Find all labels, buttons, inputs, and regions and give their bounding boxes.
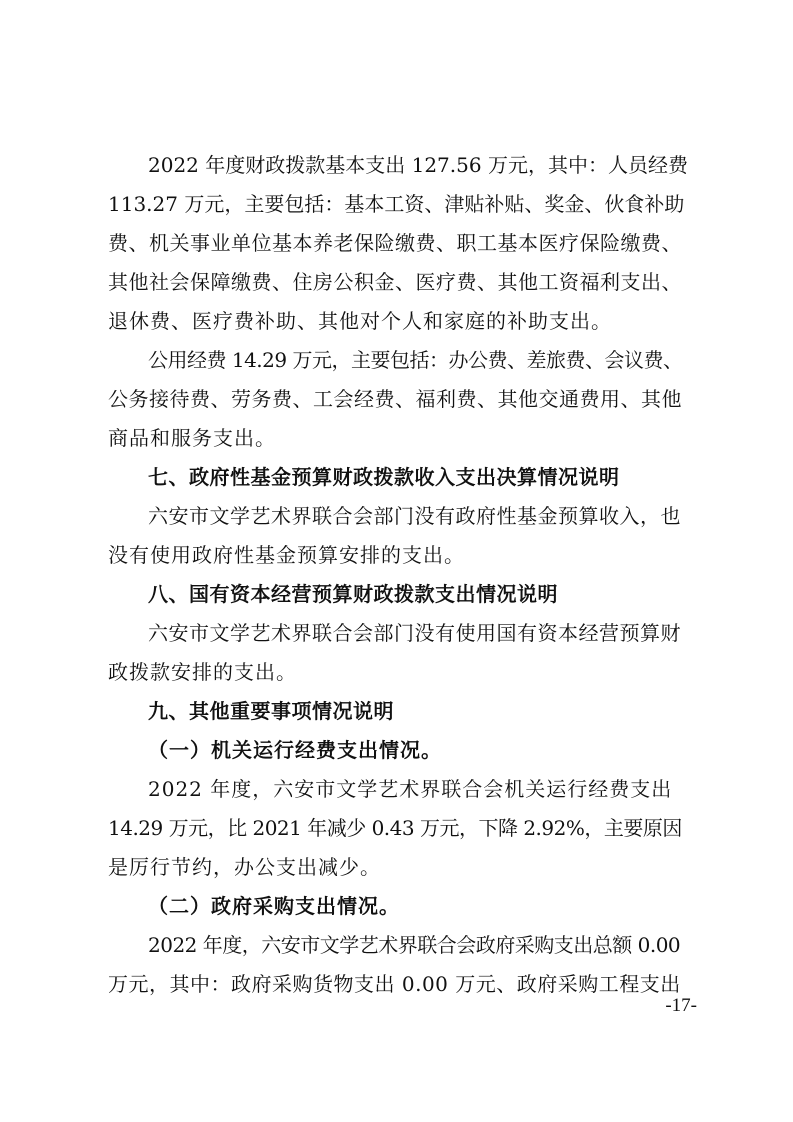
section-heading: 七、政府性基金预算财政拨款收入支出决算情况说明 [148,465,620,489]
body-text-line: 费、机关事业单位基本养老保险缴费、职工基本医疗保险缴费、 [108,231,682,255]
page-number: -17- [665,995,697,1016]
body-text-line: 2022 年度财政拨款基本支出 127.56 万元，其中：人员经费 [148,153,688,177]
body-text-line: 是厉行节约，办公支出减少。 [108,855,381,879]
subsection-heading: （一）机关运行经费支出情况。 [148,738,442,762]
body-text-line: 政拨款安排的支出。 [108,660,297,684]
body-text-line: 万元，其中：政府采购货物支出 0.00 万元、政府采购工程支出 [108,972,681,996]
body-text-line: 其他社会保障缴费、住房公积金、医疗费、其他工资福利支出、 [108,270,682,294]
section-heading: 九、其他重要事项情况说明 [148,699,394,723]
body-text-line: 公用经费 14.29 万元，主要包括：办公费、差旅费、会议费、 [148,348,683,372]
body-text-line: 商品和服务支出。 [108,426,276,450]
subsection-heading: （二）政府采购支出情况。 [148,894,400,918]
body-text-line: 六安市文学艺术界联合会部门没有使用国有资本经营预算财 [148,621,681,645]
section-heading: 八、国有资本经营预算财政拨款支出情况说明 [148,582,558,606]
body-text-line: 六安市文学艺术界联合会部门没有政府性基金预算收入，也 [148,504,681,528]
body-text-line: 没有使用政府性基金预算安排的支出。 [108,543,465,567]
body-text-line: 退休费、医疗费补助、其他对个人和家庭的补助支出。 [108,309,612,333]
body-text-line: 113.27 万元，主要包括：基本工资、津贴补贴、奖金、伙食补助 [108,192,685,216]
body-text-line: 2022 年度，六安市文学艺术界联合会政府采购支出总额 0.00 [148,933,681,957]
body-text-line: 公务接待费、劳务费、工会经费、福利费、其他交通费用、其他 [108,387,682,411]
body-text-line: 14.29 万元，比 2021 年减少 0.43 万元，下降 2.92%，主要原因 [108,816,682,840]
body-text-line: 2022 年度，六安市文学艺术界联合会机关运行经费支出 [148,777,673,801]
